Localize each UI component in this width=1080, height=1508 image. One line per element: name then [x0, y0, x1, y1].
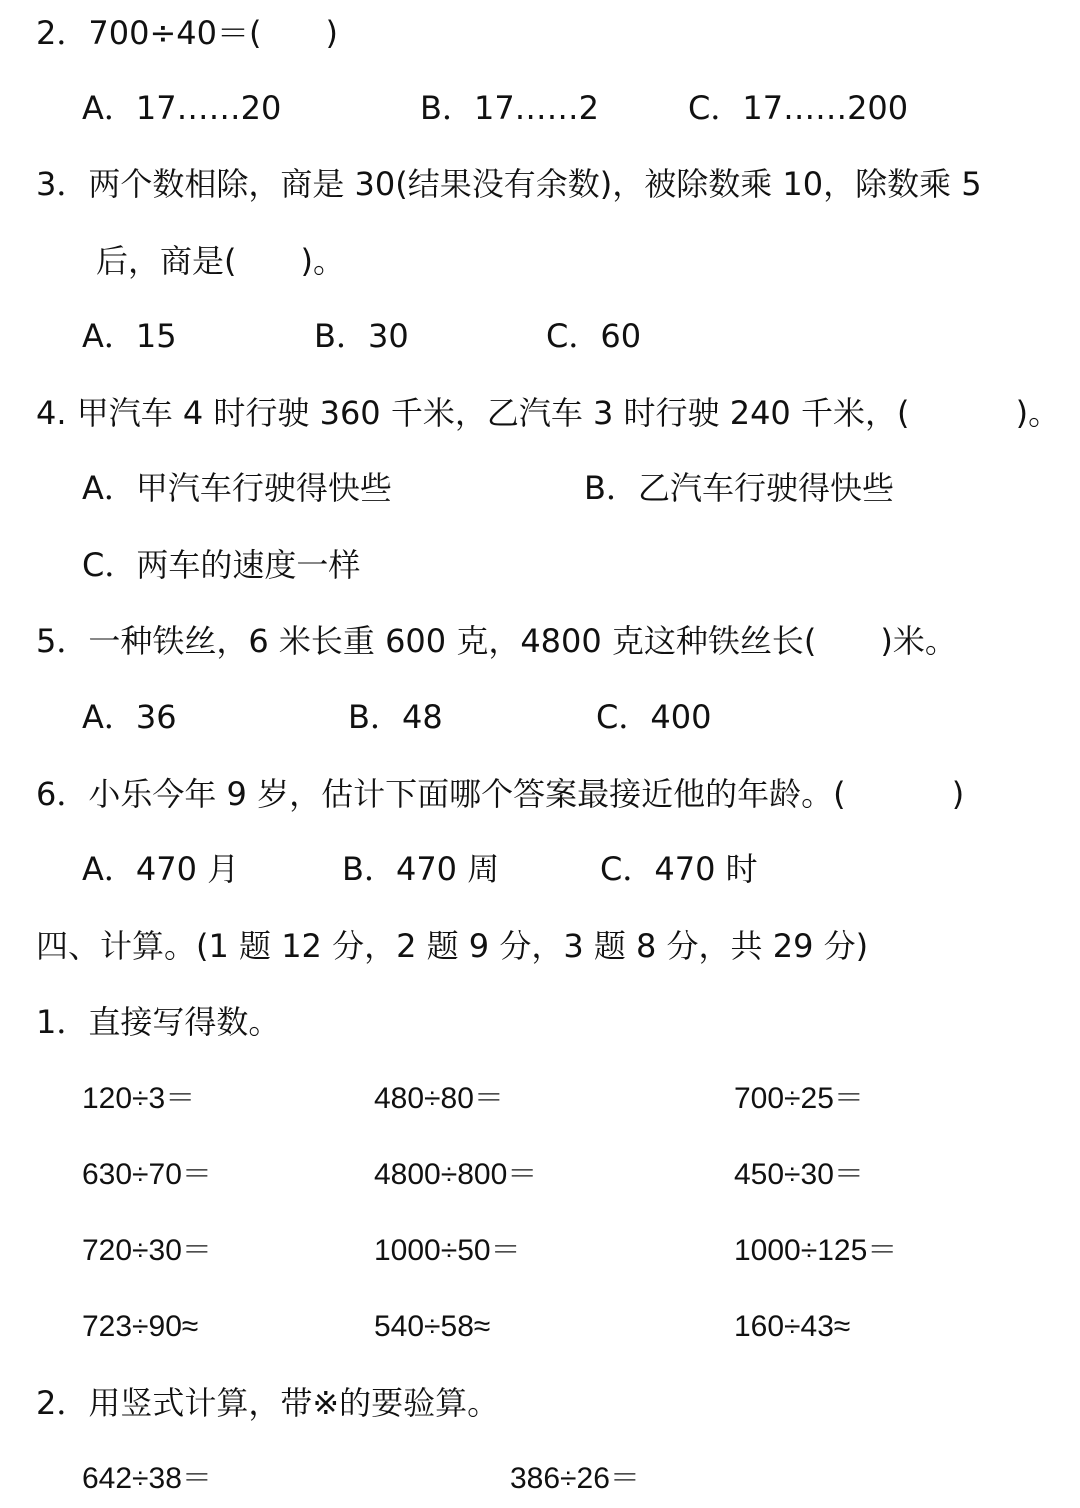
q4-option-c: C．两车的速度一样 — [82, 546, 361, 584]
section-heading: 四、计算。(1 题 12 分，2 题 9 分，3 题 8 分，共 29 分) — [36, 927, 869, 965]
q5-option-c: C．400 — [596, 698, 712, 736]
q3-stem-line1: 3．两个数相除，商是 30(结果没有余数)，被除数乘 10，除数乘 5 — [36, 165, 982, 203]
q4-option-b: B．乙汽车行驶得快些 — [584, 469, 894, 507]
q5-option-a: A．36 — [82, 698, 177, 736]
q6-option-b: B．470 周 — [342, 850, 500, 888]
calc-item: 160÷43≈ — [734, 1310, 851, 1343]
calc-item: 540÷58≈ — [374, 1310, 491, 1343]
calc-item: 4800÷800＝ — [374, 1158, 538, 1191]
vertical-calc-item: 386÷26＝ — [510, 1462, 640, 1495]
calc-item: 720÷30＝ — [82, 1234, 212, 1267]
q5-stem: 5．一种铁丝，6 米长重 600 克，4800 克这种铁丝长( )米。 — [36, 622, 957, 660]
calc-item: 700÷25＝ — [734, 1082, 864, 1115]
q3-option-c: C．60 — [546, 317, 642, 355]
vertical-calc-item: 642÷38＝ — [82, 1462, 212, 1495]
q2-option-b: B．17……2 — [420, 89, 600, 127]
q4-option-a: A．甲汽车行驶得快些 — [82, 469, 392, 507]
calc-item: 480÷80＝ — [374, 1082, 504, 1115]
calc-item: 1000÷50＝ — [374, 1234, 521, 1267]
q5-option-b: B．48 — [348, 698, 443, 736]
q2-option-c: C．17……200 — [688, 89, 909, 127]
q2-stem: 2．700÷40＝( ) — [36, 14, 338, 52]
q2-option-a: A．17……20 — [82, 89, 282, 127]
q3-option-a: A．15 — [82, 317, 177, 355]
calc-item: 450÷30＝ — [734, 1158, 864, 1191]
calc-item: 120÷3＝ — [82, 1082, 196, 1115]
q6-option-a: A．470 月 — [82, 850, 240, 888]
part1-title: 1．直接写得数。 — [36, 1003, 281, 1041]
q4-stem: 4. 甲汽车 4 时行驶 360 千米，乙汽车 3 时行驶 240 千米，( )。 — [36, 394, 1061, 432]
q3-option-b: B．30 — [314, 317, 409, 355]
calc-item: 630÷70＝ — [82, 1158, 212, 1191]
q3-stem-line2: 后，商是( )。 — [96, 242, 345, 280]
q6-stem: 6．小乐今年 9 岁，估计下面哪个答案最接近他的年龄。( ) — [36, 775, 965, 813]
q6-option-c: C．470 时 — [600, 850, 758, 888]
part2-title: 2．用竖式计算，带※的要验算。 — [36, 1384, 500, 1422]
calc-item: 723÷90≈ — [82, 1310, 199, 1343]
calc-item: 1000÷125＝ — [734, 1234, 898, 1267]
